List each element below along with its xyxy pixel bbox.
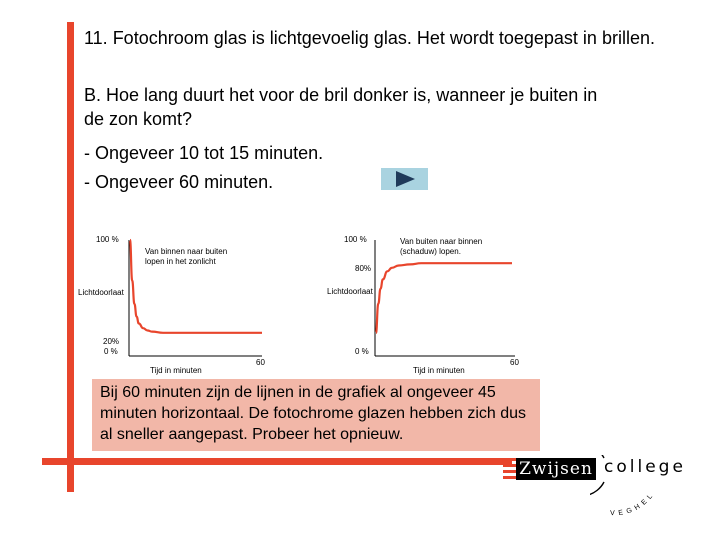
svg-text:VEGHEL: [610, 490, 657, 517]
chart1-x-axis-label: Tijd in minuten: [150, 366, 202, 375]
chart1-plot: [129, 240, 262, 356]
chart1-y-axis-label: Lichtdoorlaat: [78, 288, 124, 297]
chart1-title: Van binnen naar buiten lopen in het zonlicht: [145, 247, 228, 266]
chart1-x-tick: 60: [256, 358, 265, 367]
chart2-y-tick-top: 100 %: [344, 235, 367, 244]
chart2-y-tick-bottom: 0 %: [355, 347, 369, 356]
answer-option-2[interactable]: - Ongeveer 60 minuten.: [84, 172, 274, 192]
feedback-note: Bij 60 minuten zijn de lijnen in de grafiek al ongeveer 45 minuten horizontaal. De fotochrome glazen hebben zich dus al sneller aangepast. Probeer het opnieuw.: [92, 379, 540, 451]
chart2-y-axis-label: Lichtdoorlaat: [327, 287, 373, 296]
chart1-series-line-1: [130, 240, 262, 333]
chart2-plot: [375, 240, 515, 356]
chart2-y-tick-mid: 80%: [355, 264, 372, 273]
chart2-x-axis-label: Tijd in minuten: [413, 366, 465, 375]
answer-option-1[interactable]: - Ongeveer 10 tot 15 minuten.: [84, 143, 324, 163]
logo-stripes-icon: [503, 456, 517, 480]
chart2-title: Van buiten naar binnen (schaduw) lopen.: [400, 237, 483, 256]
logo-zwijsen: Zwijsen: [516, 458, 596, 480]
chart1-y-tick-mid: 20%: [103, 337, 120, 346]
chart2-series-line-1: [376, 263, 512, 333]
logo-arc-text: VEGHEL: [610, 490, 657, 518]
chart2-x-tick: 60: [510, 358, 519, 367]
logo-college: college: [604, 457, 686, 477]
question-title: 11. Fotochroom glas is lichtgevoelig glas. Het wordt toegepast in brillen.: [84, 28, 655, 48]
question-b: B. Hoe lang duurt het voor de bril donker is, wanneer je buiten in de zon komt?: [84, 85, 598, 129]
chart1-y-tick-top: 100 %: [96, 235, 119, 244]
chart1-y-tick-bottom: 0 %: [104, 347, 118, 356]
